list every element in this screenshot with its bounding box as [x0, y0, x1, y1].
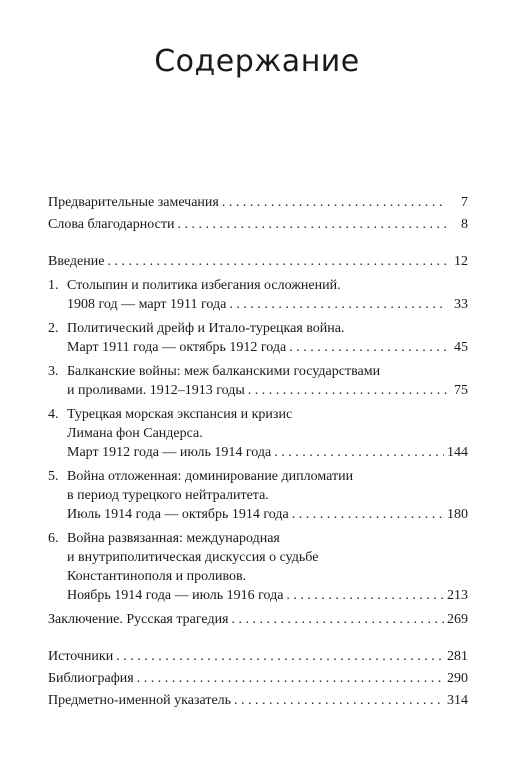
entry-lines	[48, 362, 468, 400]
entry-lines	[48, 276, 468, 314]
toc-entry	[48, 193, 468, 212]
entry-title-line: и внутриполитическая дискуссия о судьбе	[67, 550, 319, 565]
toc-entry	[48, 405, 468, 462]
chapter-number: 3.	[48, 364, 59, 379]
entry-title-line: Слова благодарности	[48, 217, 175, 232]
dot-leader	[232, 610, 445, 629]
entry-title-line: Источники	[48, 649, 114, 664]
entry-title-line: Константинополя и проливов.	[67, 569, 247, 584]
page-number: 45	[454, 340, 468, 355]
toc-entry	[48, 610, 468, 629]
toc-entry	[48, 252, 468, 271]
entry-title-line: Заключение. Русская трагедия	[48, 612, 229, 627]
entry-title-line: 1908 год — март 1911 года	[67, 297, 227, 312]
dot-leader	[289, 338, 447, 357]
entry-leader-line	[48, 610, 468, 629]
entry-lines	[48, 252, 468, 271]
page-number: 75	[454, 383, 468, 398]
entry-title-line: Лимана фон Сандерса.	[67, 426, 203, 441]
entry-title-line: Война отложенная: доминирование дипломатии	[67, 469, 354, 484]
entry-leader-line	[48, 691, 468, 710]
entry-title-line: Библиография	[48, 671, 134, 686]
entry-leader-line	[67, 586, 468, 605]
dot-leader	[234, 691, 444, 710]
entry-leader-line	[67, 443, 468, 462]
entry-title-line: и проливами. 1912–1913 годы	[67, 383, 245, 398]
page-number: 269	[447, 612, 468, 627]
toc-entry	[48, 215, 468, 234]
entry-title-line: в период турецкого нейтралитета.	[67, 488, 269, 503]
entry-leader-line	[67, 338, 468, 357]
chapter-number: 1.	[48, 278, 59, 293]
entry-title-line: Политический дрейф и Итало-турецкая война.	[67, 321, 345, 336]
toc-entry	[48, 319, 468, 357]
entry-title-line: Предварительные замечания	[48, 195, 219, 210]
page-number: 12	[454, 254, 468, 269]
page-number: 180	[447, 507, 468, 522]
entry-lines	[48, 647, 468, 666]
dot-leader	[274, 443, 444, 462]
dot-leader	[137, 669, 444, 688]
entry-title-line: Столыпин и политика избегания осложнений.	[67, 278, 341, 293]
toc-entry	[48, 691, 468, 710]
page-number: 144	[447, 445, 468, 460]
page-number: 290	[447, 671, 468, 686]
toc-entry	[48, 529, 468, 605]
entry-lines	[48, 405, 468, 462]
toc-entry	[48, 647, 468, 666]
toc-entry	[48, 467, 468, 524]
toc-entry	[48, 276, 468, 314]
entry-leader-line	[67, 381, 468, 400]
entry-title-line: Турецкая морская экспансия и кризис	[67, 407, 293, 422]
entry-lines	[48, 669, 468, 688]
table-of-contents	[48, 193, 468, 710]
entry-title-line: Война развязанная: международная	[67, 531, 280, 546]
entry-title-line: Введение	[48, 254, 105, 269]
entry-lines	[48, 215, 468, 234]
dot-leader	[107, 252, 447, 271]
toc-entry	[48, 362, 468, 400]
entry-title-line: Июль 1914 года — октябрь 1914 года	[67, 507, 289, 522]
entry-leader-line	[48, 669, 468, 688]
page-title: Содержание	[154, 44, 360, 79]
entry-lines	[48, 610, 468, 629]
entry-leader-line	[67, 295, 468, 314]
entry-title-line: Март 1912 года — июль 1914 года	[67, 445, 272, 460]
entry-leader-line	[67, 505, 468, 524]
entry-lines	[48, 467, 468, 524]
page-number: 314	[447, 693, 468, 708]
entry-leader-line	[48, 215, 468, 234]
entry-lines	[48, 529, 468, 605]
dot-leader	[222, 193, 447, 212]
toc-entry	[48, 669, 468, 688]
dot-leader	[292, 505, 444, 524]
chapter-number: 6.	[48, 531, 59, 546]
page-number: 213	[447, 588, 468, 603]
entry-title-line: Балканские войны: меж балканскими государствами	[67, 364, 381, 379]
chapter-number: 5.	[48, 469, 59, 484]
dot-leader	[248, 381, 447, 400]
entry-title-line: Ноябрь 1914 года — июль 1916 года	[67, 588, 284, 603]
dot-leader	[229, 295, 447, 314]
chapter-number: 4.	[48, 407, 59, 422]
entry-leader-line	[48, 193, 468, 212]
dot-leader	[116, 647, 444, 666]
entry-lines	[48, 319, 468, 357]
entry-lines	[48, 193, 468, 212]
entry-lines	[48, 691, 468, 710]
page-number: 8	[461, 217, 468, 232]
dot-leader	[286, 586, 444, 605]
page-number: 33	[454, 297, 468, 312]
entry-title-line: Март 1911 года — октябрь 1912 года	[67, 340, 287, 355]
page-number: 281	[447, 649, 468, 664]
page-number: 7	[461, 195, 468, 210]
entry-leader-line	[48, 647, 468, 666]
entry-leader-line	[48, 252, 468, 271]
dot-leader	[177, 215, 447, 234]
entry-title-line: Предметно-именной указатель	[48, 693, 232, 708]
chapter-number: 2.	[48, 321, 59, 336]
